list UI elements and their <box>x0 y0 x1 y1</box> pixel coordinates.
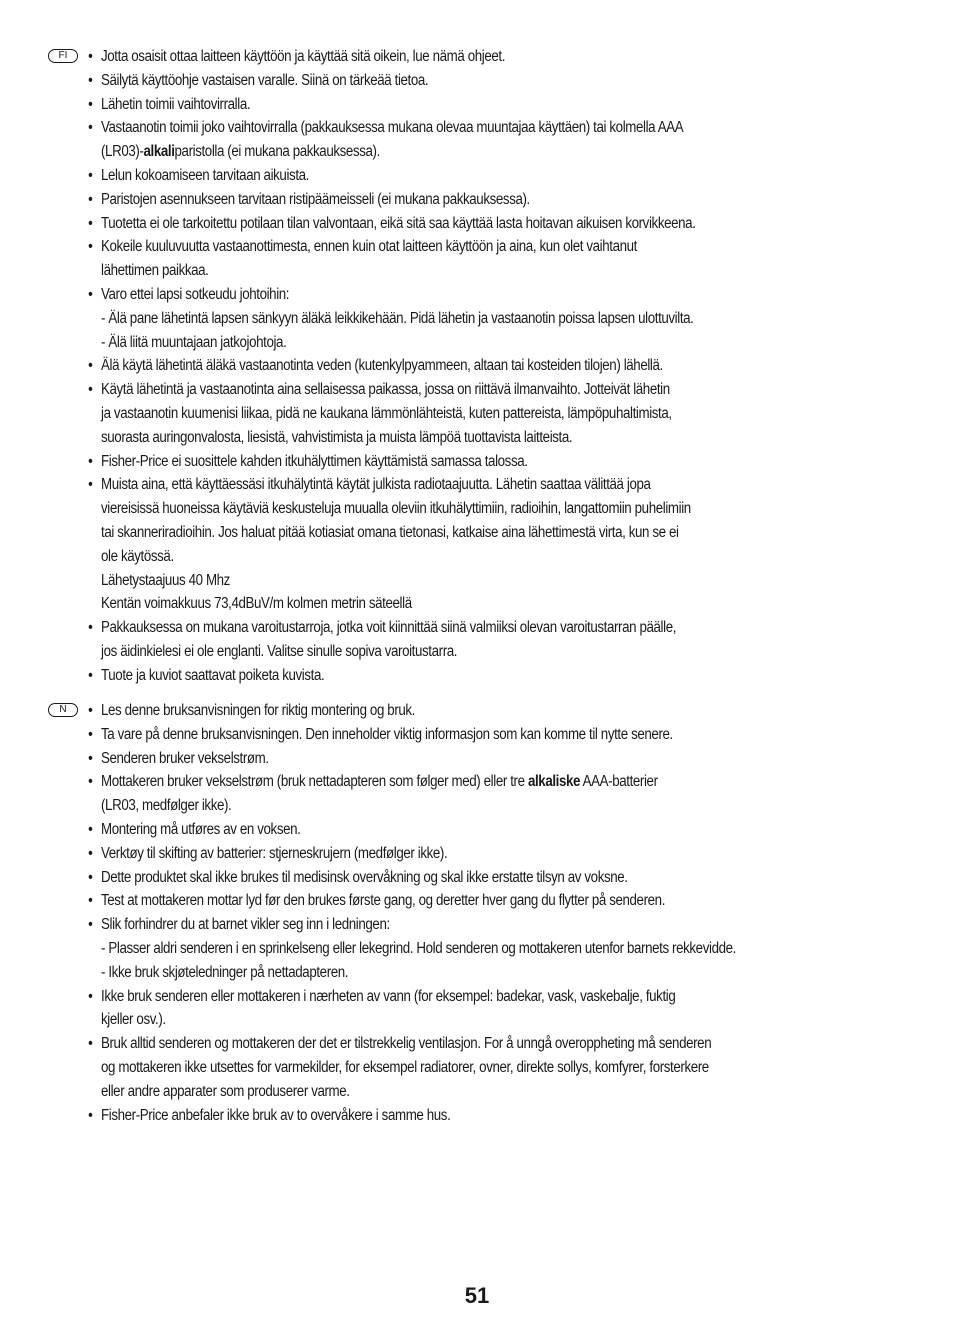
list-item: • Bruk alltid senderen og mottakeren der det er tilstrekkelig ventilasjon. For å unngå overoppheting må senderen og mottakeren ikke utsettes for varmekilder, for eksempel radiatorer, ovner, direkte sollys, komfyrer, forsterkere eller andre apparater som produserer varme. <box>88 1035 712 1100</box>
list-item: • Senderen bruker vekselstrøm. <box>88 749 269 767</box>
list-item: • Pakkauksessa on mukana varoitustarroja, jotka voit kiinnittää siinä valmiiksi olevan varoitustarran päälle, jos äidinkielesi ei ole englanti. Valitse sinulle sopiva varoitustarra. <box>88 619 677 660</box>
language-badge-fi: FI <box>48 49 78 63</box>
list-item: • Käytä lähetintä ja vastaanotinta aina sellaisessa paikassa, jossa on riittävä ilmanvaihto. Jotteivät lähetin ja vastaanotin kuumenisi liikaa, pidä ne kaukana lämmönlähteistä, kuten pattereista, lämpöpuhaltimista, suorasta auringonvalosta, liesistä, vahvistimista ja muista lämpöä tuottavista laitteista. <box>88 381 672 446</box>
list-item: • Lähetin toimii vaihtovirralla. <box>88 95 251 113</box>
language-badge-no: N <box>48 703 78 717</box>
list-item: • Säilytä käyttöohje vastaisen varalle. Siinä on tärkeää tietoa. <box>88 71 429 89</box>
list-item: • Kokeile kuuluvuutta vastaanottimesta, ennen kuin otat laitteen käyttöön ja aina, kun olet vaihtanut lähettimen paikkaa. <box>88 238 638 280</box>
list-item: • Tuotetta ei ole tarkoitettu potilaan tilan valvontaan, eikä sitä saa käyttää lasta hoitavan aikuisen korvikkeena. <box>88 214 696 232</box>
list-item: • Montering må utføres av en voksen. <box>88 820 301 838</box>
list-item: • Lelun kokoamiseen tarvitaan aikuista. <box>88 166 309 184</box>
list-item: • Verktøy til skifting av batterier: stjerneskrujern (medfølger ikke). <box>88 844 448 862</box>
list-item: • Älä käytä lähetintä äläkä vastaanotinta veden (kutenkylpyammeen, altaan tai kosteiden tilojen) lähellä. <box>88 357 663 375</box>
page-number: 51 <box>464 1283 490 1308</box>
list-item: • Mottakeren bruker vekselstrøm (bruk nettadapteren som følger med) eller tre alkaliske AAA-batterier (LR03, medfølger ikke). <box>88 773 658 815</box>
list-item: • Fisher-Price ei suosittele kahden itkuhälyttimen käyttämistä samassa talossa. <box>88 452 528 470</box>
list-item: • Fisher-Price anbefaler ikke bruk av to overvåkere i samme hus. <box>88 1106 451 1124</box>
list-item: • Les denne bruksanvisningen for riktig montering og bruk. <box>88 702 415 719</box>
list-item: • Dette produktet skal ikke brukes til medisinsk overvåkning og skal ikke erstatte tilsyn av voksne. <box>88 868 628 886</box>
list-item: • Paristojen asennukseen tarvitaan ristipäämeisseli (ei mukana pakkauksessa). <box>88 190 530 208</box>
section-finnish <box>0 45 954 688</box>
section-norwegian <box>0 699 954 1127</box>
fi-list <box>14 45 834 688</box>
list-item: • Ikke bruk senderen eller mottakeren i nærheten av vann (for eksempel: badekar, vask, vaskebalje, fuktig kjeller osv.). <box>88 987 676 1029</box>
list-item: • Slik forhindrer du at barnet vikler seg inn i ledningen: - Plasser aldri senderen i en sprinkelseng eller lekegrind. Hold senderen og mottakeren utenfor barnets rekkevidde. - Ikke bruk skjøteledninger på nettadapteren. <box>88 916 736 981</box>
list-item: • Ta vare på denne bruksanvisningen. Den inneholder viktig informasjon som kan komme til nytte senere. <box>88 725 673 743</box>
list-item: • Jotta osaisit ottaa laitteen käyttöön ja käyttää sitä oikein, lue nämä ohjeet. <box>88 48 506 65</box>
list-item: • Test at mottakeren mottar lyd før den brukes første gang, og deretter hver gang du flytter på senderen. <box>88 892 666 910</box>
list-item: • Varo ettei lapsi sotkeudu johtoihin: - Älä pane lähetintä lapsen sänkyyn äläkä leikkikehään. Pidä lähetin ja vastaanotin poissa lapsen ulottuvilta. - Älä liitä muuntajaan jatkojohtoja. <box>88 285 694 351</box>
list-item: • Vastaanotin toimii joko vaihtovirralla (pakkauksessa mukana olevaa muuntajaa käyttäen) tai kolmella AAA (LR03)-alkaliparistolla (ei mukana pakkauksessa). <box>88 119 684 161</box>
no-list <box>14 699 834 1127</box>
list-item: • Tuote ja kuviot saattavat poiketa kuvista. <box>88 666 325 684</box>
list-item: • Muista aina, että käyttäessäsi itkuhälytintä käytät julkista radiotaajuutta. Lähetin saattaa välittää jopa viereisissä huoneissa käytäviä keskusteluja muualla oleviin itkuhälyttimiin, radioihin, langattomiin puhelimiin tai skanneriradioihin. Jos haluat pitää kotiasiat omana tietonasi, katkaise aina lähettimestä virta, kun se ei ole käytössä. Lähetystaajuus 40 Mhz Kentän voimakkuus 73,4dBuV/m kolmen metrin säteellä <box>88 476 691 613</box>
